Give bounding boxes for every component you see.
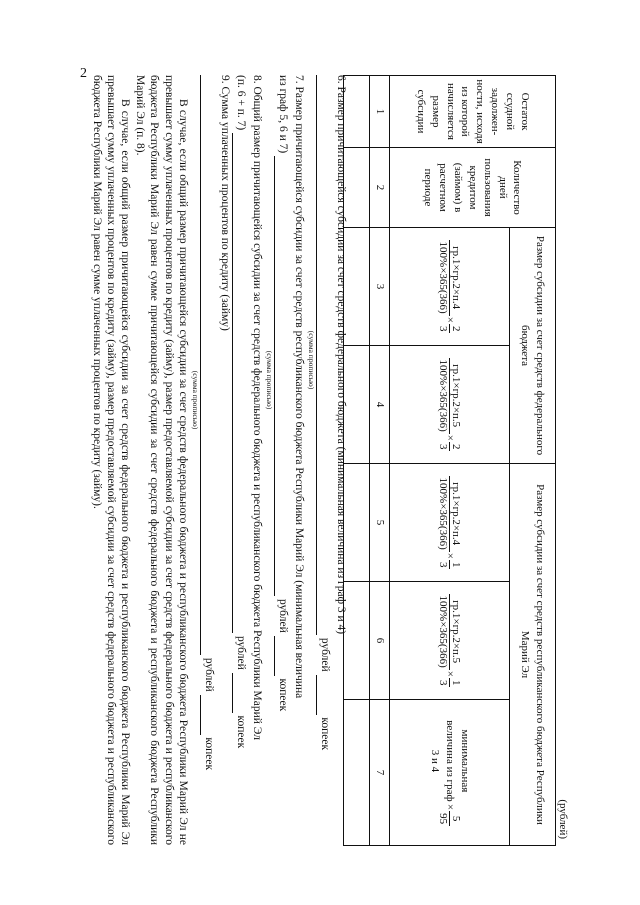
col2-header: Количество дней пользования кредитом (займом) в расчетном периоде (390, 148, 556, 228)
item-6-amount: рублей копеек (316, 75, 332, 845)
items-block (89, 75, 348, 845)
item-9: 9. Сумма уплаченных процентов по кредиту (займу) (219, 75, 231, 331)
subsidy-table (343, 75, 556, 846)
republic-header: Размер субсидии за счет средств республиканского бюджета Республики Марий Эл (510, 464, 556, 846)
item-7-amount: из граф 5, 6 и 7) рублей копеек (274, 75, 290, 845)
paragraph-2: В случае, если общий размер причитающейся субсидии за счет средств федерального бюджета и республиканского бюджета Республики Марий Эл превышает сумму уплаченных процентов по кредиту (займу), размер предоставляемой субсидии за счет средств федерального бюджета и республиканского бюджета Республики Марий Эл равен сумме уплаченных процентов по кредиту (займу). (90, 75, 132, 845)
caption-sum-words-3: (сумма прописью) (191, 370, 200, 430)
column-numbers-row: 1 2 3 4 5 6 7 (370, 76, 390, 846)
federal-header: Размер субсидии за счет средств федерального бюджета (510, 228, 556, 464)
page-number: 2 (80, 66, 87, 81)
caption-sum-words-1: (сумма прописью) (307, 330, 316, 390)
item-6: 6. Размер причитающейся субсидии за счет средств федерального бюджета (минимальная величина из граф 3 и 4) (335, 75, 347, 635)
formula-col4: гр.1×гр.2×п.5 100%×365(366) × 2 3 (390, 346, 510, 464)
item-9-amount: рублей копеек (200, 75, 216, 845)
formula-col5: гр.1×гр.2×п.4 100%×365(366) × 1 3 (390, 464, 510, 582)
item-8-amount: (п. 6 + п. 7) рублей копеек (232, 75, 248, 845)
col1-header: Остаток ссудной задолжен-ности, исходя из которой начисляется размер субсидии (390, 76, 556, 148)
units-label: (рублей) (557, 799, 569, 839)
formula-col6: гр.1×гр.2×п.5 100%×365(366) × 1 3 (390, 582, 510, 700)
formula-col3: гр.1×гр.2×п.4 100%×365(366) × 2 3 (390, 228, 510, 346)
formula-col7: минимальная величина из граф 3 и 4× 5 95 (390, 700, 510, 846)
paragraph-1: В случае, если общий размер причитающейся субсидии за счет средств федерального бюджета и республиканского бюджета Республики Марий Эл не превышает сумму уплаченных процентов по кредиту (займу), размер предоставляемой субсидии за счет средств федерального бюджета и республиканского бюджета Республики Марий Эл равен сумме причитающейся субсидии за счет средств федерального бюджета и республиканского бюджета Республики Марий Эл (п. 8). (133, 75, 189, 845)
item-7: 7. Размер причитающейся субсидии за счет средств республиканского бюджета Республики Марий Эл (минимальная величина (293, 75, 305, 699)
item-8: 8. Общий размер причитающейся субсидии за счет средств федерального бюджета и республиканского бюджета Республики Марий Эл (251, 75, 263, 740)
caption-sum-words-2: (сумма прописью) (265, 350, 274, 410)
rotated-page-content (90, 75, 570, 845)
